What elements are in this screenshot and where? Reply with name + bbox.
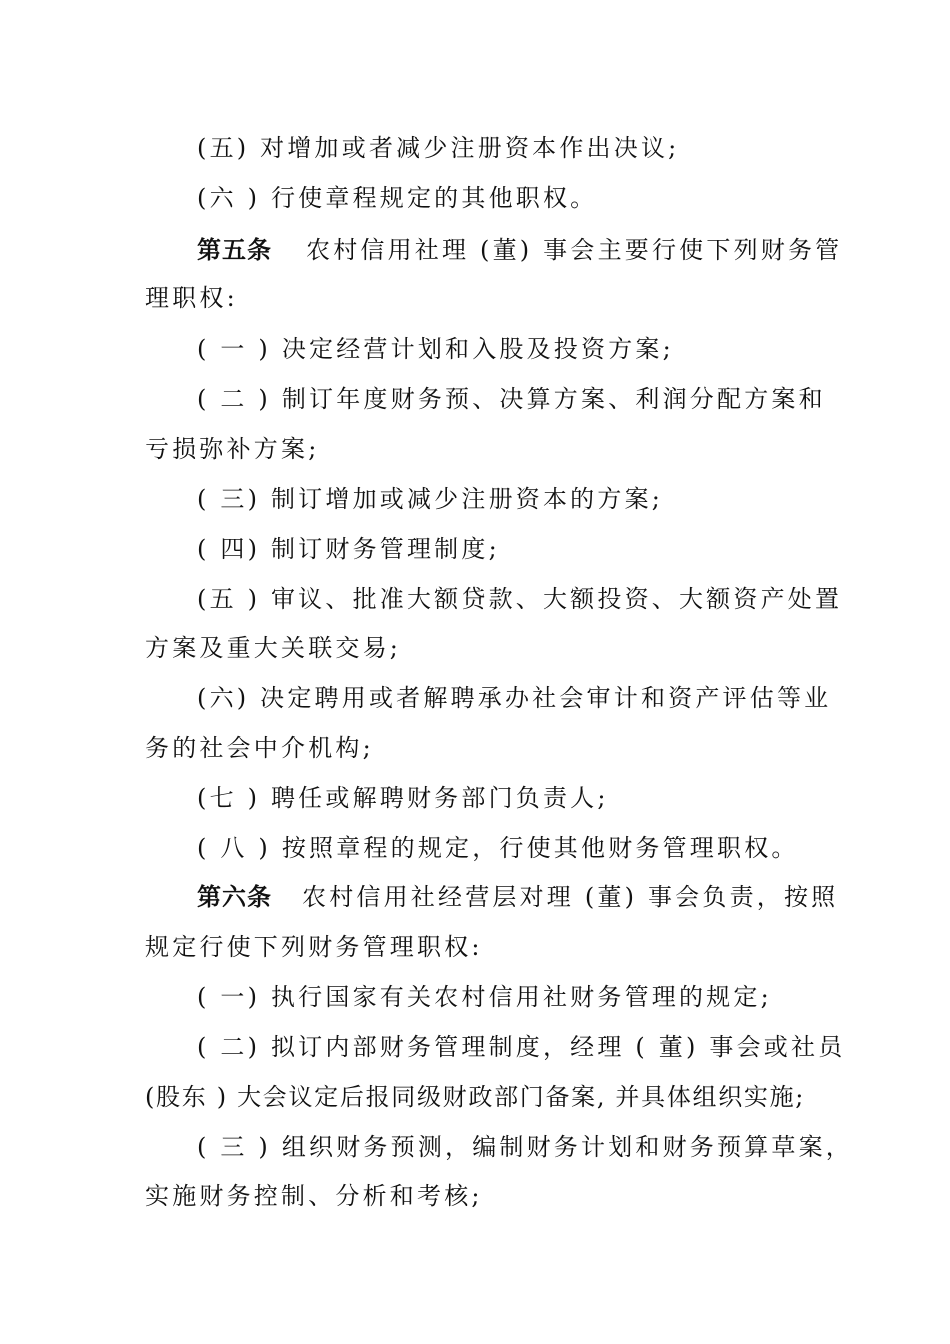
article-6-row [197,880,839,914]
art5-item-6: (六) 决定聘用或者解聘承办社会审计和资产评估等业 [197,684,832,712]
article-5-text: 农村信用社理 (董) 事会主要行使下列财务管 [306,236,843,264]
art5-item-5: (五 ) 审议、批准大额贷款、大额投资、大额资产处置 [197,585,843,613]
article-6-heading: 第六条 [197,883,272,911]
art5-item-7: (七 ) 聘任或解聘财务部门负责人; [197,784,609,812]
art5-item-1: ( 一 ) 决定经营计划和入股及投资方案; [197,335,674,363]
art5-item-5-continuation: 方案及重大关联交易; [145,634,402,662]
art5-item-4: ( 四) 制订财务管理制度; [197,535,500,563]
art5-item-3: ( 三) 制订增加或减少注册资本的方案; [197,485,664,513]
item-5-line: (五) 对增加或者减少注册资本作出决议; [197,134,680,162]
art6-item-3: ( 三 ) 组织财务预测，编制财务计划和财务预算草案， [197,1133,854,1161]
article-5-row [197,233,843,267]
art6-item-1: ( 一) 执行国家有关农村信用社财务管理的规定; [197,983,772,1011]
art5-item-8: ( 八 ) 按照章程的规定，行使其他财务管理职权。 [197,834,799,862]
item-6-line: (六 ) 行使章程规定的其他职权。 [197,184,598,212]
art5-item-6-continuation: 务的社会中介机构; [145,734,374,762]
article-6-continuation: 规定行使下列财务管理职权: [145,933,483,961]
article-5-heading: 第五条 [197,236,272,264]
art5-item-2-continuation: 亏损弥补方案; [145,435,320,463]
art6-item-3-continuation: 实施财务控制、分析和考核; [145,1182,483,1210]
art5-item-2: ( 二 ) 制订年度财务预、决算方案、利润分配方案和 [197,385,826,413]
article-6-text: 农村信用社经营层对理 (董) 事会负责，按照 [302,883,839,911]
art6-item-2: ( 二) 拟订内部财务管理制度，经理 ( 董) 事会或社员 [197,1033,846,1061]
article-5-continuation: 理职权: [145,284,238,312]
art6-item-2-continuation: (股东 ) 大会议定后报同级财政部门备案, 并具体组织实施; [145,1083,805,1111]
